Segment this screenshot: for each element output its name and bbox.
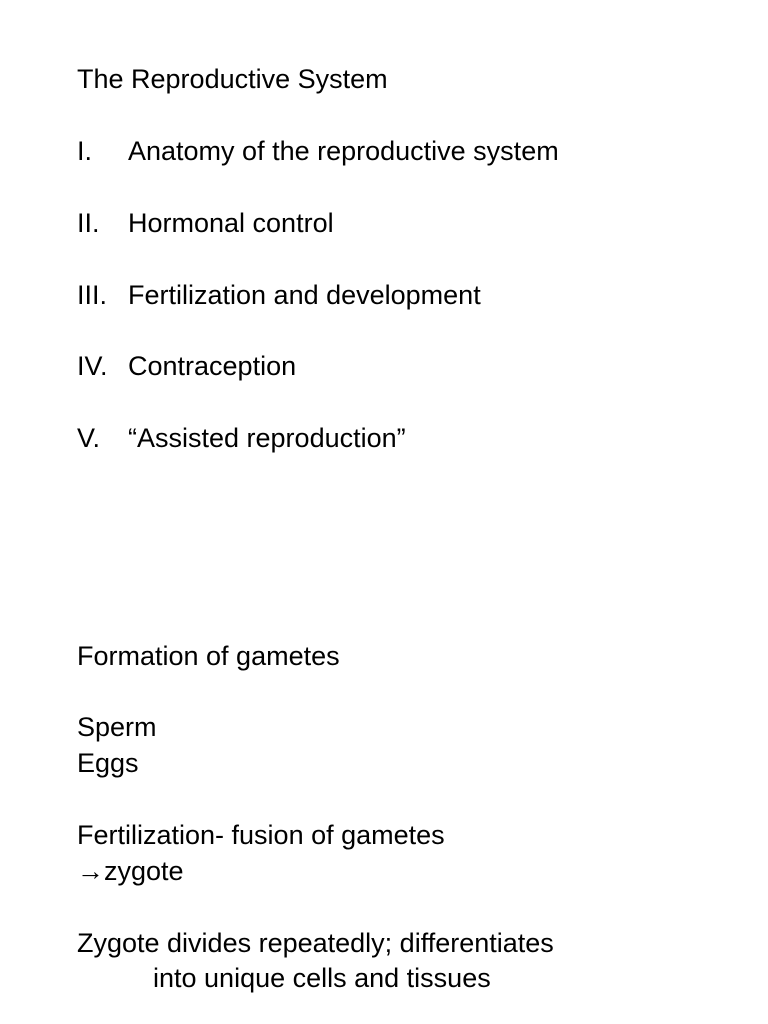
outline-text: Hormonal control [128, 208, 334, 238]
outline-text: “Assisted reproduction” [128, 423, 406, 453]
outline-numeral: V. [77, 423, 101, 453]
outline-numeral: I. [77, 136, 93, 166]
zygote-text: →zygote [77, 856, 184, 886]
outline-numeral: II. [77, 208, 100, 238]
outline-numeral: IV. [77, 351, 108, 381]
outline-text: Contraception [128, 351, 297, 381]
outline-text: Fertilization and development [128, 280, 481, 310]
fertilization-text: Fertilization- fusion of gametes [77, 820, 445, 850]
outline-numeral: III. [77, 280, 108, 310]
gamete-sperm: Sperm [77, 712, 157, 742]
outline-item-4 [77, 353, 296, 380]
outline-item-1 [77, 138, 559, 165]
outline-item-5 [77, 425, 406, 452]
zygote-divides-continuation: into unique cells and tissues [153, 963, 491, 993]
page-title: The Reproductive System [77, 64, 388, 94]
gamete-eggs: Eggs [77, 748, 139, 778]
section-heading: Formation of gametes [77, 641, 340, 671]
outline-text: Anatomy of the reproductive system [128, 136, 559, 166]
outline-item-2 [77, 210, 334, 237]
outline-item-3 [77, 282, 481, 309]
zygote-divides-text: Zygote divides repeatedly; differentiates [77, 928, 554, 958]
